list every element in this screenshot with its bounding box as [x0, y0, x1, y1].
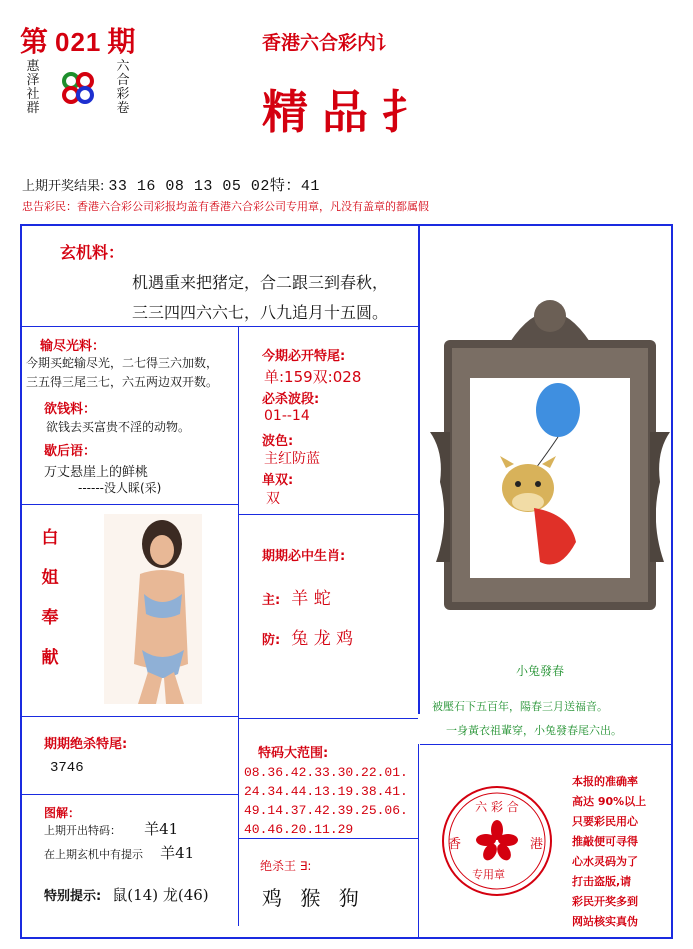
yuqian-text: 欲钱去买富贵不淫的动物。	[46, 420, 191, 434]
divider-left-1	[22, 504, 238, 505]
xuanji-line-2: 三三四四六六七，八九追月十五圆。	[132, 303, 389, 322]
issue-number	[20, 20, 136, 60]
stamp-top-text: 六 彩 合	[475, 800, 519, 814]
xuanji-label: 玄机料：	[60, 243, 125, 262]
issue-suffix: 期	[107, 25, 137, 58]
stamp-left-text: 香	[448, 837, 462, 852]
accuracy-line-7: 彩民开奖多到	[572, 895, 638, 908]
big-range-row-2: 24.34.44.13.19.38.41.	[244, 784, 408, 799]
guard-label: 防:	[262, 633, 281, 648]
main-zodiac	[262, 584, 331, 609]
xiehouyu-label: 歇后语：	[44, 444, 97, 459]
tujie-line-2	[44, 842, 194, 863]
picture-poem-line-2: 一身黃衣祖輩穿，小兔發春尾六出。	[446, 724, 622, 737]
frame-right-line	[671, 224, 673, 939]
accuracy-line-3: 只要彩民用心	[572, 815, 638, 828]
big-range-label: 特码大范围:	[258, 746, 329, 761]
divider-left-column	[238, 326, 239, 926]
baijie-char-3: 奉	[41, 608, 59, 628]
header-title: 精品扌	[262, 85, 442, 139]
xuanji-line-1: 机遇重来把猪定，合二跟三到春秋，	[132, 273, 389, 292]
special-hint-label: 特别提示:	[44, 889, 102, 904]
divider-mid-2	[238, 718, 418, 719]
king-value: 鸡 猴 狗	[262, 886, 365, 910]
last-draw-numbers: 33 16 08 13 05 02特：41	[108, 178, 320, 195]
vertical-text-left: 惠泽社群	[26, 59, 40, 116]
big-range-row-3: 49.14.37.42.39.25.06.	[244, 803, 408, 818]
xiehouyu-line-1: 万丈悬崖上的鲜桃	[44, 465, 149, 480]
special-hint-value: 鼠(14) 龙(46)	[112, 886, 209, 904]
big-range-row-4: 40.46.20.11.29	[244, 822, 354, 837]
baijie-char-4: 献	[41, 648, 59, 668]
odd-even-value: 双	[266, 491, 280, 507]
shuyin-label: 输尽光料：	[40, 339, 106, 354]
last-draw-results	[22, 174, 320, 195]
framed-picture	[430, 282, 670, 616]
tujie-line-2-value: 羊41	[160, 844, 195, 862]
wave-kill-value: 01--14	[264, 408, 310, 424]
stamp-right-text: 港	[530, 837, 544, 852]
divider-right-1	[420, 744, 672, 745]
picture-poem-line-1: 被壓石下五百年，陽春三月送福音。	[432, 700, 608, 713]
tujie-line-2-label: 在上期玄机中有提示	[44, 848, 143, 861]
notice-text: 忠告彩民：香港六合彩公司彩报均盖有香港六合彩公司专用章，凡没有盖章的都属假	[22, 200, 429, 213]
picture-caption: 小兔發春	[516, 664, 565, 678]
accuracy-line-1: 本报的准确率	[572, 775, 638, 788]
accuracy-line-2: 高达 90%以上	[572, 795, 647, 808]
color-value: 主红防蓝	[264, 451, 320, 467]
frame-bottom-line	[20, 937, 673, 939]
tail-value: 单:159双:028	[264, 368, 362, 386]
accuracy-line-6: 打击盗版,请	[572, 875, 632, 888]
tail-kill-value: 3746	[50, 760, 84, 776]
shuyin-line-2: 三五得三尾三七，六五两边双开数。	[26, 375, 219, 389]
zodiac-label: 期期必中生肖:	[262, 549, 346, 564]
divider-xuanji	[22, 326, 418, 327]
vertical-text-right: 六合彩卷	[116, 59, 130, 116]
big-range-row-1: 08.36.42.33.30.22.01.	[244, 765, 408, 780]
tail-label: 今期必开特尾:	[262, 349, 346, 364]
king-label: 绝杀王 ∃:	[260, 859, 312, 873]
frame-top-line	[20, 224, 673, 226]
tail-kill-label: 期期绝杀特尾:	[44, 737, 128, 752]
accuracy-line-8: 网站核实真伪	[572, 915, 638, 928]
baijie-char-2: 姐	[41, 568, 59, 588]
accuracy-line-5: 心水灵码为了	[572, 855, 638, 868]
stamp-bottom-text: 专用章	[472, 868, 505, 881]
divider-mid-1	[238, 514, 418, 515]
xiehouyu-line-2: ------没人睬(采)	[78, 481, 162, 495]
divider-center-lower	[418, 744, 419, 939]
lottery-logo-icon	[58, 68, 98, 108]
special-hint	[44, 884, 209, 905]
odd-even-label: 单双:	[262, 473, 294, 488]
wave-kill-label: 必杀波段:	[262, 392, 320, 407]
guard-value: 兔 龙 鸡	[291, 629, 354, 649]
frame-left-line	[20, 224, 22, 939]
accuracy-line-4: 推敲便可寻得	[572, 835, 638, 848]
divider-left-2	[22, 716, 238, 717]
accuracy-notice	[572, 772, 670, 932]
tujie-label: 图解：	[44, 806, 81, 820]
big-range-numbers	[244, 763, 418, 839]
tujie-line-1	[44, 818, 178, 839]
main-label: 主:	[262, 593, 281, 608]
baijie-vertical-text	[40, 518, 60, 678]
issue-prefix: 第	[20, 25, 50, 58]
baijie-char-1: 白	[41, 528, 59, 548]
shuyin-line-1: 今期买蛇输尽光，二七得三六加数，	[26, 356, 219, 370]
divider-left-3	[22, 794, 238, 795]
tujie-line-1-label: 上期开出特码：	[44, 824, 121, 837]
guard-zodiac	[262, 624, 353, 649]
tujie-line-1-value: 羊41	[144, 820, 179, 838]
last-draw-label: 上期开奖结果:	[22, 179, 105, 194]
divider-center-upper	[418, 224, 420, 714]
header-subtitle: 香港六合彩内讠	[262, 32, 396, 54]
yuqian-label: 欲钱料：	[44, 402, 97, 417]
model-photo	[104, 514, 202, 704]
issue-number-value: 021	[55, 27, 102, 57]
color-label: 波色:	[262, 434, 294, 449]
main-value: 羊 蛇	[291, 589, 331, 609]
